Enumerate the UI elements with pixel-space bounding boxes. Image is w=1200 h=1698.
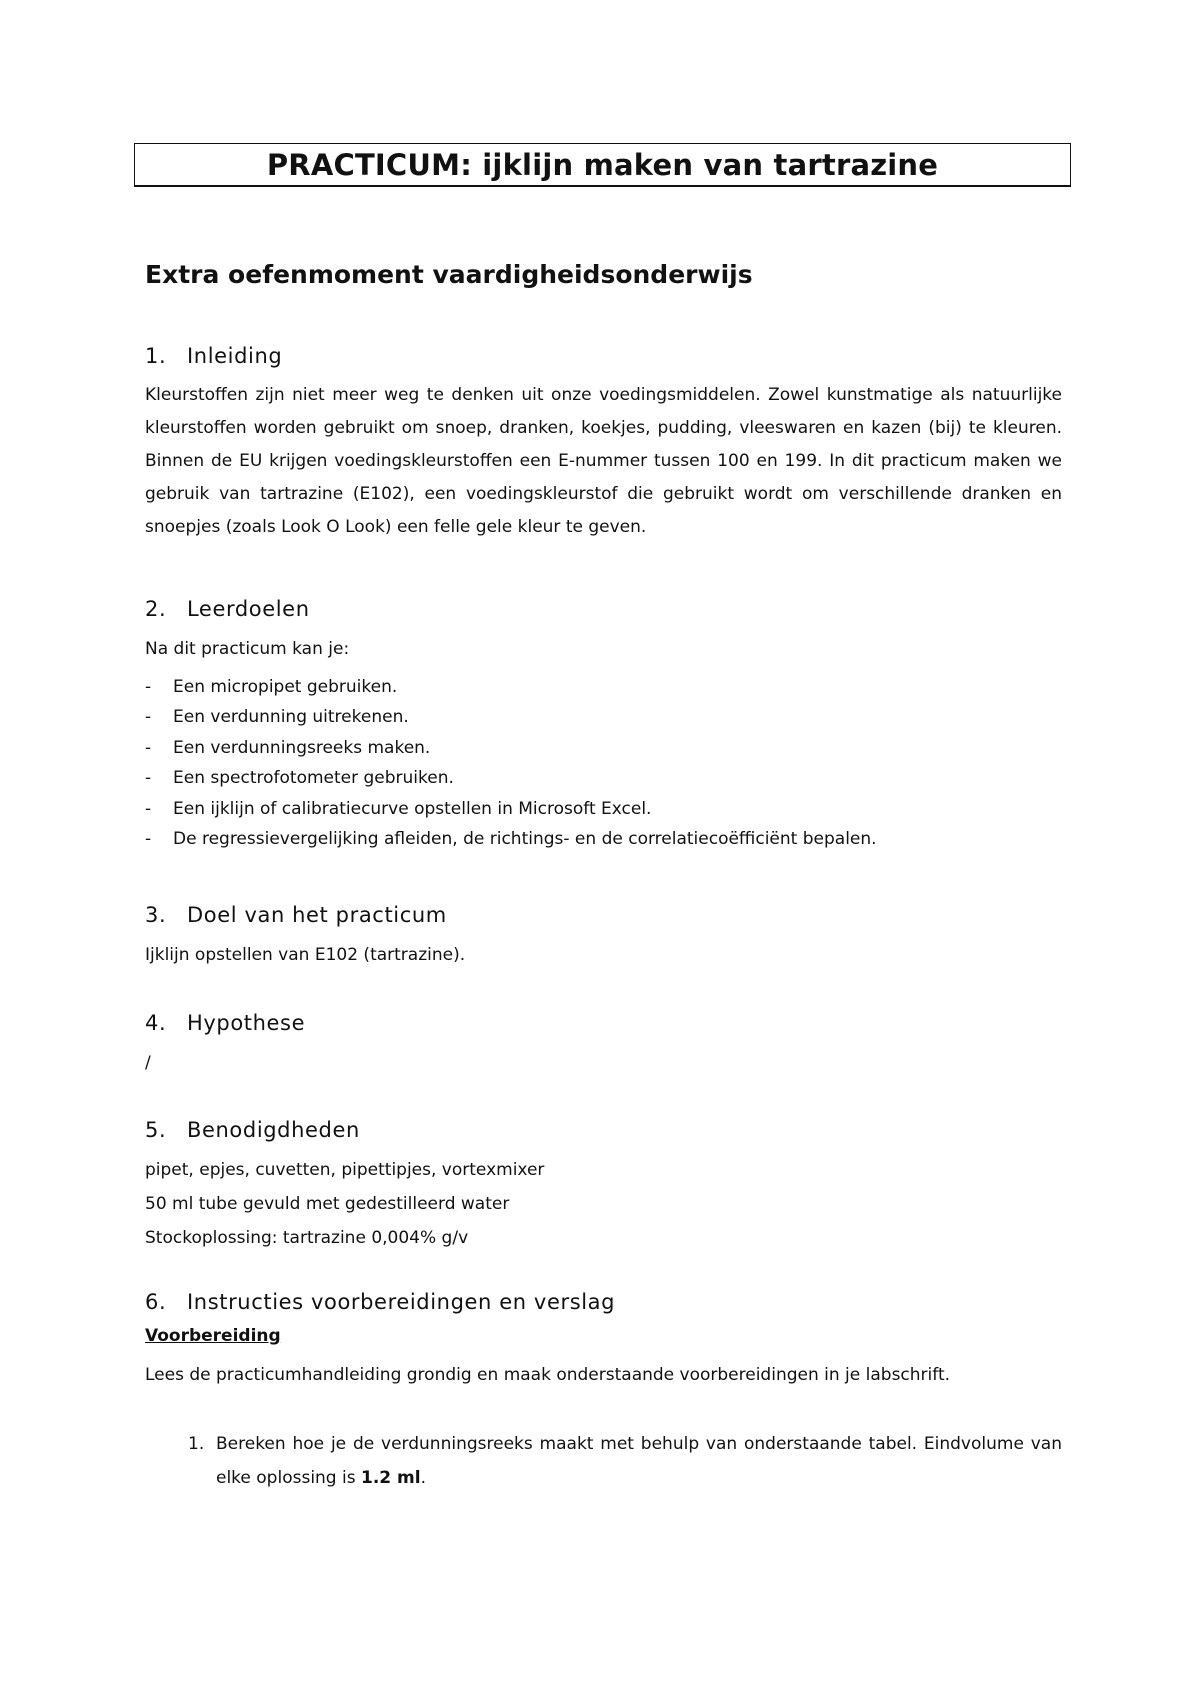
- step-text: Bereken hoe je de verdunningsreeks maakt met behulp van onderstaande tabel. Eindvolume van elke oplossing is 1.2 ml.: [216, 1434, 1062, 1488]
- section-title: Benodigdheden: [187, 1118, 360, 1142]
- step-bold-value: 1.2 ml: [361, 1468, 421, 1488]
- inleiding-paragraph: Kleurstoffen zijn niet meer weg te denken uit onze voedingsmiddelen. Zowel kunstmatige als natuurlijke kleurstoffen worden gebruikt om snoep, dranken, koekjes, pudding, vleeswaren en kazen (bij) te kleuren. Binnen de EU krijgen voedingskleurstoffen een E-nummer tussen 100 en 199. In dit practicum maken we gebruik van tartrazine (E102), een voedingskleurstof die gebruikt wordt om verschillende dranken en snoepjes (zoals Look O Look) een felle gele kleur te geven.: [145, 385, 1062, 537]
- section-heading-doel: [145, 903, 447, 927]
- benodigdheden-line: Stockoplossing: tartrazine 0,004% g/v: [145, 1228, 469, 1248]
- section-heading-instructies: [145, 1290, 615, 1314]
- leerdoelen-list: [145, 672, 877, 854]
- section-heading-leerdoelen: [145, 597, 310, 621]
- doel-text: Ijklijn opstellen van E102 (tartrazine).: [145, 945, 466, 965]
- section-number: 5.: [145, 1118, 167, 1142]
- section-title: Instructies voorbereidingen en verslag: [187, 1290, 616, 1314]
- voorbereiding-text: Lees de practicumhandleiding grondig en maak onderstaande voorbereidingen in je labschrift.: [145, 1365, 951, 1385]
- title-box: [134, 143, 1071, 187]
- voorbereiding-label: Voorbereiding: [145, 1326, 281, 1346]
- section-heading-hypothese: [145, 1011, 305, 1035]
- benodigdheden-line: pipet, epjes, cuvetten, pipettipjes, vortexmixer: [145, 1160, 545, 1180]
- section-title: Doel van het practicum: [187, 903, 447, 927]
- list-item: - Een spectrofotometer gebruiken.: [145, 768, 454, 789]
- list-item: - Een micropipet gebruiken.: [145, 677, 398, 697]
- list-item: - Een verdunningsreeks maken.: [145, 737, 431, 758]
- section-number: 3.: [145, 903, 167, 927]
- section-number: 2.: [145, 597, 167, 621]
- list-item: - Een verdunning uitrekenen.: [145, 707, 409, 728]
- list-item: - Een ijklijn of calibratiecurve opstellen in Microsoft Excel.: [145, 798, 652, 819]
- section-title: Inleiding: [187, 344, 283, 368]
- section-title: Hypothese: [187, 1011, 306, 1035]
- hypothese-text: /: [145, 1053, 151, 1073]
- subtitle: Extra oefenmoment vaardigheidsonderwijs: [145, 260, 753, 289]
- section-number: 1.: [145, 344, 167, 368]
- numbered-step: [188, 1427, 1062, 1495]
- benodigdheden-line: 50 ml tube gevuld met gedestilleerd water: [145, 1194, 510, 1214]
- section-title: Leerdoelen: [187, 597, 310, 621]
- leerdoelen-intro: Na dit practicum kan je:: [145, 639, 350, 659]
- page-title: PRACTICUM: ijklijn maken van tartrazine: [266, 147, 939, 182]
- section-number: 4.: [145, 1011, 167, 1035]
- list-item: - De regressievergelijking afleiden, de richtings- en de correlatiecoëfficiënt bepalen.: [145, 829, 877, 850]
- step-number: 1.: [188, 1434, 205, 1454]
- section-heading-inleiding: [145, 344, 282, 368]
- section-heading-benodigdheden: [145, 1118, 360, 1142]
- section-number: 6.: [145, 1290, 167, 1314]
